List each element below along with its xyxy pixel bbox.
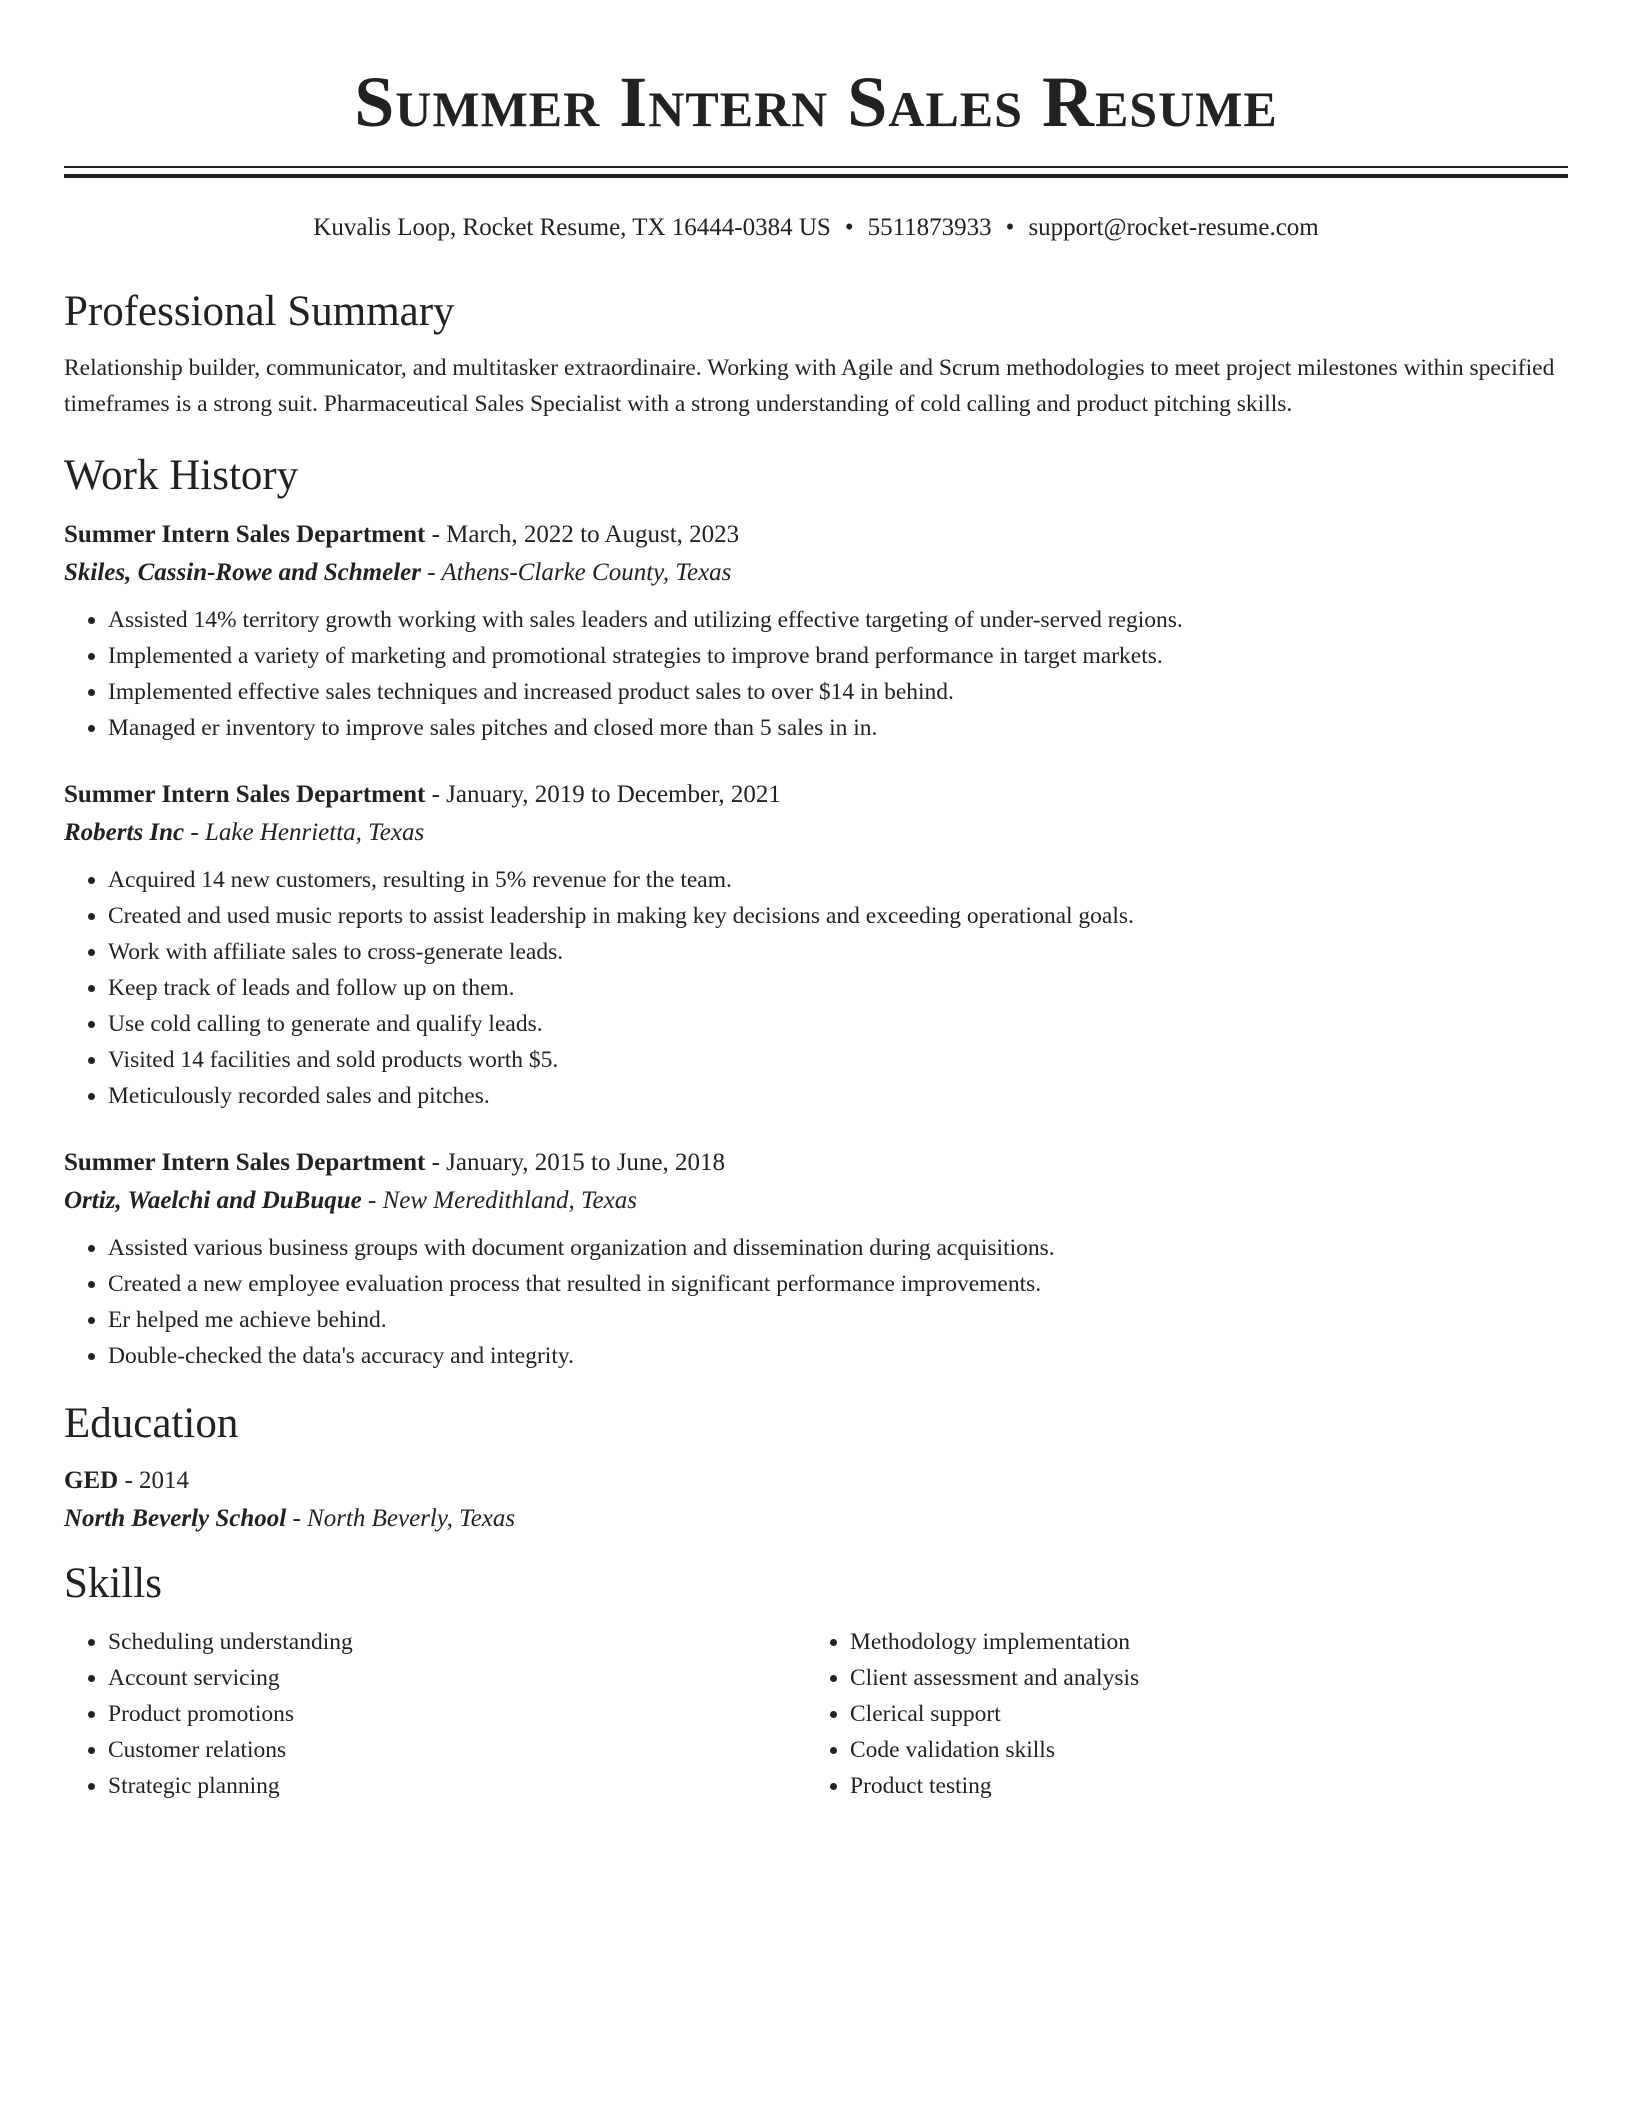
job-header <box>64 1144 1568 1182</box>
job-header <box>64 516 1568 554</box>
job-company: Skiles, Cassin-Rowe and Schmeler <box>64 559 421 586</box>
job-location: - Athens-Clarke County, Texas <box>421 559 732 586</box>
skill-item: • Product testing <box>850 1768 1548 1804</box>
list-item: • Created and used music reports to assist leadership in making key decisions and exceeding operational goals. <box>108 898 1568 934</box>
contact-phone: 5511873933 <box>867 214 992 241</box>
job-title: Summer Intern Sales Department <box>64 1149 426 1176</box>
education-entry <box>64 1462 1568 1538</box>
job-title: Summer Intern Sales Department <box>64 521 426 548</box>
job-dates: - January, 2019 to December, 2021 <box>425 781 781 808</box>
education-heading: Education <box>64 1400 239 1447</box>
list-item: • Use cold calling to generate and qualify leads. <box>108 1006 1568 1042</box>
skills-list-left <box>64 1624 806 1804</box>
list-item: • Meticulously recorded sales and pitches. <box>108 1078 1568 1114</box>
list-item: • Keep track of leads and follow up on them. <box>108 970 1568 1006</box>
skills-list-right <box>806 1624 1548 1804</box>
job-company: Ortiz, Waelchi and DuBuque <box>64 1187 362 1214</box>
contact-line <box>64 212 1568 244</box>
divider-line-thick <box>64 174 1568 178</box>
skill-item: • Code validation skills <box>850 1732 1548 1768</box>
skill-item: • Account servicing <box>108 1660 806 1696</box>
skill-item: • Client assessment and analysis <box>850 1660 1548 1696</box>
job-company-line <box>64 1182 1568 1220</box>
list-item: • Assisted 14% territory growth working with sales leaders and utilizing effective targeting of under-served regions. <box>108 602 1568 638</box>
contact-address: Kuvalis Loop, Rocket Resume, TX 16444-0384 US <box>313 214 831 241</box>
title-divider <box>64 166 1568 178</box>
list-item: • Implemented a variety of marketing and promotional strategies to improve brand performance in target markets. <box>108 638 1568 674</box>
job-header <box>64 776 1568 814</box>
job-bullets <box>64 862 1568 1114</box>
list-item: • Managed er inventory to improve sales pitches and closed more than 5 sales in in. <box>108 710 1568 746</box>
skill-item: • Methodology implementation <box>850 1624 1548 1660</box>
contact-separator: • <box>844 214 854 241</box>
skill-item: • Customer relations <box>108 1732 806 1768</box>
job-entry <box>64 516 1568 746</box>
list-item: • Acquired 14 new customers, resulting in 5% revenue for the team. <box>108 862 1568 898</box>
education-degree: GED <box>64 1467 119 1494</box>
work-history-heading: Work History <box>64 452 299 499</box>
skill-item: • Scheduling understanding <box>108 1624 806 1660</box>
job-location: - New Meredithland, Texas <box>361 1187 637 1214</box>
list-item: • Visited 14 facilities and sold products worth $5. <box>108 1042 1568 1078</box>
job-bullets <box>64 1230 1568 1374</box>
list-item: • Assisted various business groups with document organization and dissemination during acquisitions. <box>108 1230 1568 1266</box>
education-school-line <box>64 1500 1568 1538</box>
resume-title: Summer Intern Sales Resume <box>354 62 1278 142</box>
job-location: - Lake Henrietta, Texas <box>184 819 425 846</box>
summary-heading: Professional Summary <box>64 288 455 335</box>
education-location: - North Beverly, Texas <box>286 1505 516 1532</box>
list-item: • Created a new employee evaluation process that resulted in significant performance improvements. <box>108 1266 1568 1302</box>
skill-item: • Clerical support <box>850 1696 1548 1732</box>
list-item: • Implemented effective sales techniques and increased product sales to over $14 in behind. <box>108 674 1568 710</box>
contact-email: support@rocket-resume.com <box>1028 214 1319 241</box>
job-bullets <box>64 602 1568 746</box>
skills-heading: Skills <box>64 1560 162 1607</box>
job-company-line <box>64 554 1568 592</box>
skill-item: • Product promotions <box>108 1696 806 1732</box>
summary-text: Relationship builder, communicator, and multitasker extraordinaire. Working with Agile and Scrum methodologies to meet project milestones within specified timeframes is a strong suit. Pharmaceutical Sales Specialist with a strong understanding of cold calling and product pitching skills. <box>64 355 1555 417</box>
job-company: Roberts Inc <box>64 819 185 846</box>
job-title: Summer Intern Sales Department <box>64 781 426 808</box>
skill-item: • Strategic planning <box>108 1768 806 1804</box>
job-dates: - January, 2015 to June, 2018 <box>425 1149 726 1176</box>
list-item: • Work with affiliate sales to cross-generate leads. <box>108 934 1568 970</box>
education-year: - 2014 <box>118 1467 190 1494</box>
job-entry <box>64 1144 1568 1374</box>
list-item: • Er helped me achieve behind. <box>108 1302 1568 1338</box>
job-entry <box>64 776 1568 1114</box>
contact-separator: • <box>1005 214 1015 241</box>
education-degree-line <box>64 1462 1568 1500</box>
divider-line-thin <box>64 166 1568 168</box>
job-dates: - March, 2022 to August, 2023 <box>425 521 740 548</box>
job-company-line <box>64 814 1568 852</box>
education-school: North Beverly School <box>64 1505 287 1532</box>
list-item: • Double-checked the data's accuracy and integrity. <box>108 1338 1568 1374</box>
skills-columns <box>64 1624 1568 1804</box>
